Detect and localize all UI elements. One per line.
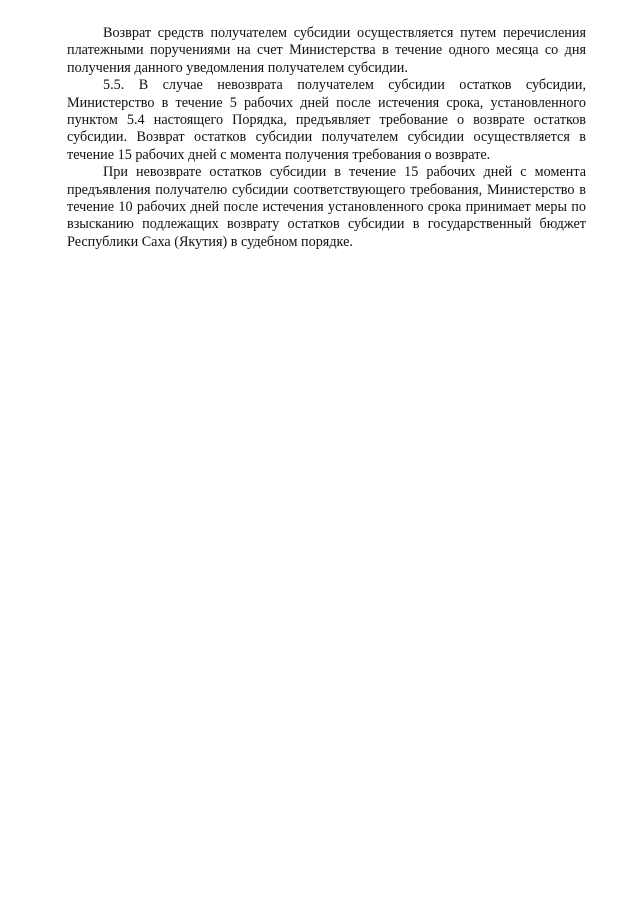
paragraph-judicial-recovery: При невозврате остатков субсидии в течение 15 рабочих дней с момента предъявления получателю субсидии соответствующего требования, Министерство в течение 10 рабочих дней после истечения установленного срока принимает меры по взысканию подлежащих возврату остатков субсидии в государственный бюджет Республики Саха (Якутия) в судебном порядке. bbox=[67, 164, 586, 250]
document-page bbox=[67, 25, 586, 251]
paragraph-5-5-non-return: 5.5. В случае невозврата получателем субсидии остатков субсидии, Министерство в течение 5 рабочих дней после истечения срока, установленного пунктом 5.4 настоящего Порядка, предъявляет требование о возврате остатков субсидии. Возврат остатков субсидии получателем субсидии осуществляется в течение 15 рабочих дней с момента получения требования о возврате. bbox=[67, 77, 586, 163]
paragraph-return-of-funds: Возврат средств получателем субсидии осуществляется путем перечисления платежными поручениями на счет Министерства в течение одного месяца со дня получения данного уведомления получателем субсидии. bbox=[67, 25, 586, 76]
